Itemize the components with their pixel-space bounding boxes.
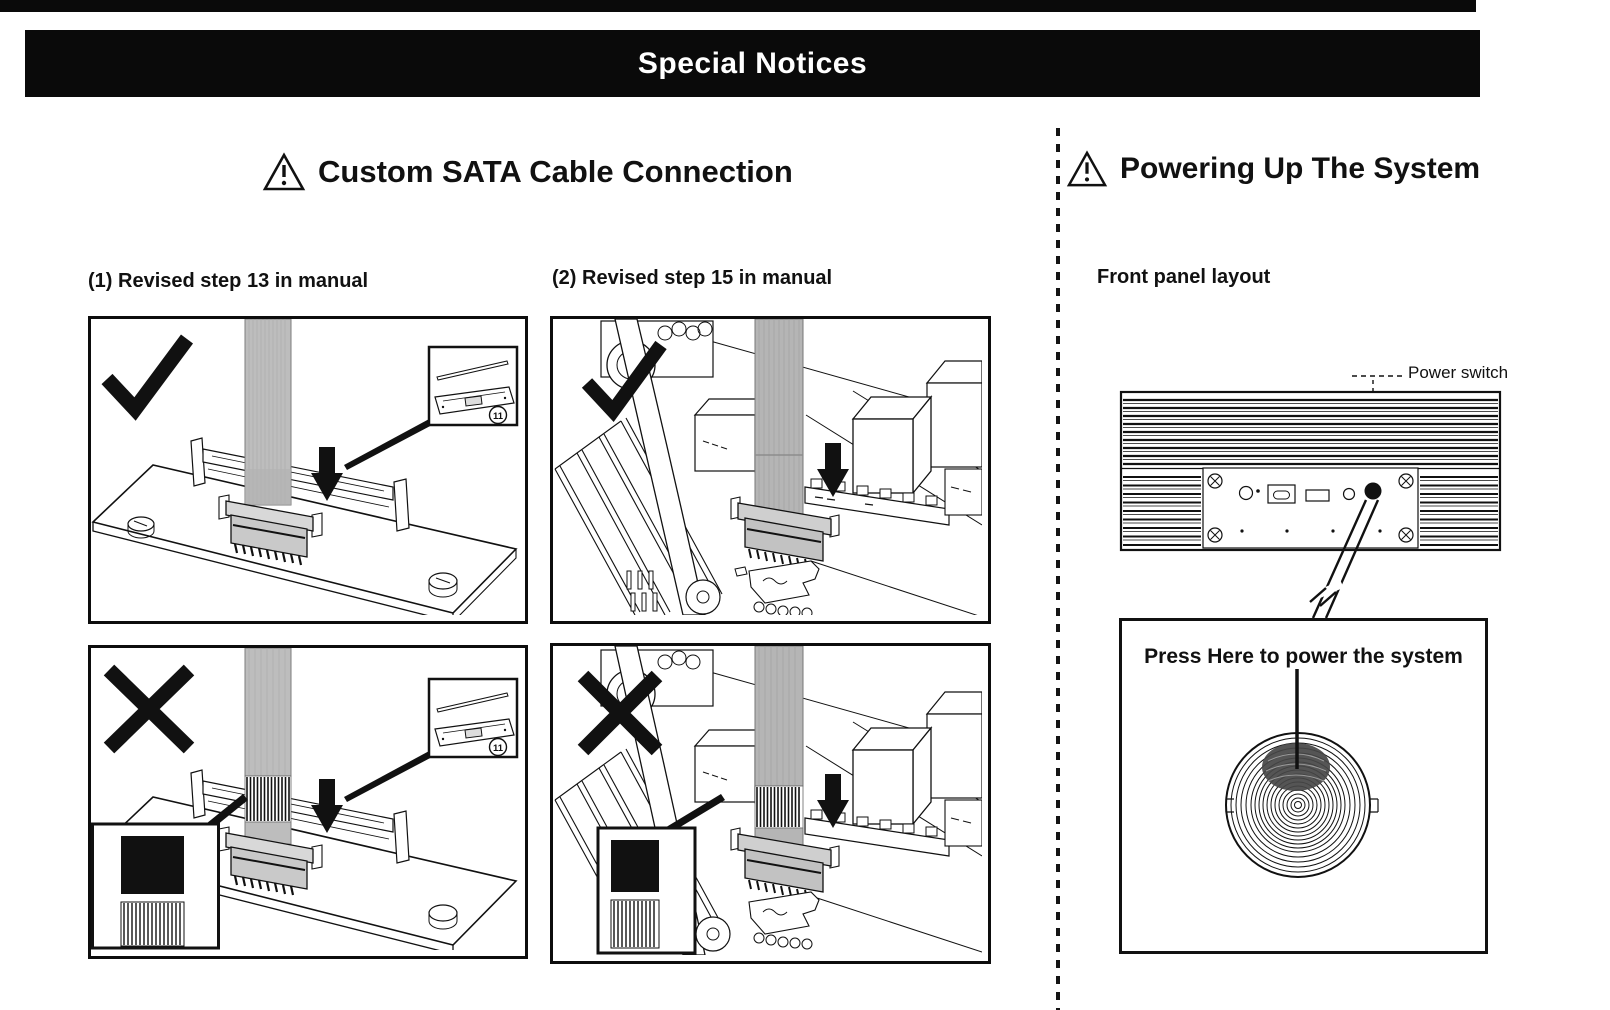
- front-panel-heading: Front panel layout: [1097, 266, 1271, 288]
- step13-label: (1) Revised step 13 in manual: [88, 270, 369, 292]
- power-switch-label: Power switch: [1408, 363, 1509, 382]
- inset-detail: [429, 679, 517, 757]
- panel-step13-incorrect: [88, 645, 528, 959]
- panel-step13-correct: [88, 316, 528, 624]
- step15-incorrect-illustration: [553, 646, 982, 955]
- card-slot: [1306, 490, 1329, 501]
- checkmark-icon: [107, 339, 187, 409]
- reset-pinhole: [1256, 489, 1260, 493]
- warning-triangle-icon: [262, 152, 306, 192]
- warning-triangle-icon: [1066, 150, 1108, 188]
- press-here-label: Press Here to power the system: [1144, 645, 1463, 668]
- down-arrow-icon: [311, 447, 343, 501]
- page-title: Special Notices: [637, 46, 868, 80]
- sata-section-title-text: Custom SATA Cable Connection: [318, 154, 793, 189]
- cross-icon: [109, 670, 189, 748]
- panel-step15-correct: [550, 316, 991, 624]
- svg-text:11: 11: [492, 411, 504, 422]
- inset-detail: [429, 347, 517, 425]
- header-bar: [25, 30, 1480, 97]
- power-section-title-text: Powering Up The System: [1120, 152, 1481, 185]
- front-panel-illustration: [1100, 350, 1520, 618]
- front-panel-plate: [1203, 468, 1418, 548]
- step13-correct-illustration: [91, 319, 519, 615]
- power-switch-dot: [1365, 483, 1382, 500]
- audio-jack: [1344, 489, 1355, 500]
- led-indicator: [1240, 487, 1253, 500]
- panel-step15-incorrect: [550, 643, 991, 964]
- step15-label: (2) Revised step 15 in manual: [552, 267, 833, 289]
- power-section-title: [1066, 150, 1480, 188]
- svg-text:11: 11: [492, 743, 504, 754]
- down-arrow-icon: [311, 779, 343, 833]
- step15-correct-illustration: [553, 319, 982, 615]
- step13-incorrect-illustration: [91, 648, 519, 950]
- sata-section-title: [262, 152, 793, 192]
- press-here-box: [1119, 618, 1488, 954]
- power-button-illustration: [1122, 669, 1479, 937]
- page-top-rule: [0, 0, 1476, 12]
- section-divider: [1056, 128, 1060, 1010]
